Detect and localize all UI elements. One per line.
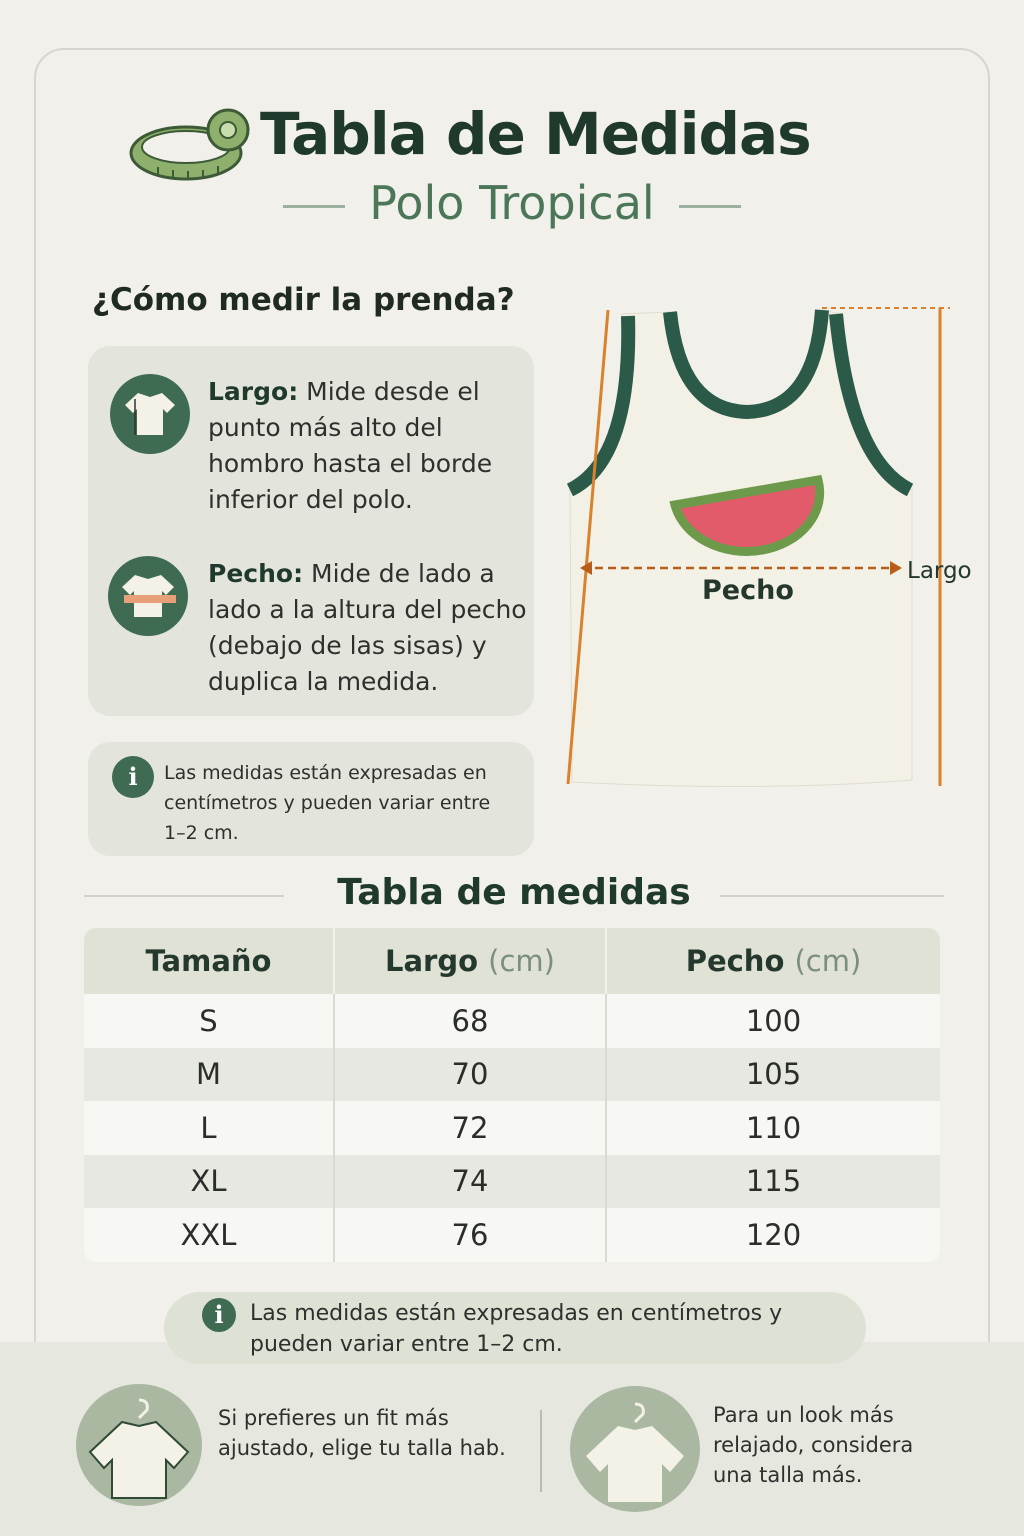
page-subtitle: Polo Tropical bbox=[0, 176, 1024, 230]
pecho-cell: 105 bbox=[606, 1048, 940, 1102]
pecho-label: Pecho bbox=[702, 575, 794, 606]
table-row bbox=[84, 1101, 940, 1155]
size-cell: M bbox=[84, 1048, 334, 1102]
divider bbox=[540, 1410, 542, 1492]
table-section-title: Tabla de medidas bbox=[84, 870, 944, 920]
tip-fitted: Si prefieres un fit más ajustado, elige tu talla hab. bbox=[218, 1406, 506, 1460]
size-cell: XXL bbox=[84, 1208, 334, 1262]
largo-cell: 76 bbox=[334, 1208, 606, 1262]
info-icon: i bbox=[202, 1298, 236, 1332]
size-cell: S bbox=[84, 994, 334, 1048]
table-row bbox=[84, 994, 940, 1048]
size-cell: L bbox=[84, 1101, 334, 1155]
largo-label: Largo bbox=[907, 558, 972, 584]
table-row bbox=[84, 1048, 940, 1102]
how-to-heading: ¿Cómo medir la prenda? bbox=[92, 282, 515, 318]
size-cell: XL bbox=[84, 1155, 334, 1209]
footer-note: Las medidas están expresadas en centímetros y pueden variar entre 1–2 cm. bbox=[250, 1301, 783, 1357]
info-icon: i bbox=[112, 756, 154, 798]
largo-cell: 74 bbox=[334, 1155, 606, 1209]
tip-relaxed: Para un look más relajado, considera una talla más. bbox=[713, 1403, 914, 1487]
header-size: Tamaño bbox=[84, 928, 334, 994]
size-table bbox=[84, 928, 940, 1262]
largo-cell: 72 bbox=[334, 1101, 606, 1155]
pecho-cell: 110 bbox=[606, 1101, 940, 1155]
hanger-shirt-icon bbox=[570, 1386, 700, 1512]
table-row bbox=[84, 1155, 940, 1209]
pecho-cell: 120 bbox=[606, 1208, 940, 1262]
header-pecho: Pecho (cm) bbox=[606, 928, 940, 994]
tshirt-length-icon bbox=[110, 374, 190, 454]
largo-instruction: Largo: Mide desde el punto más alto del hombro hasta el borde inferior del polo. bbox=[208, 377, 493, 514]
pecho-cell: 100 bbox=[606, 994, 940, 1048]
header-largo: Largo (cm) bbox=[334, 928, 606, 994]
note-text: Las medidas están expresadas en centímetros y pueden variar entre 1–2 cm. bbox=[164, 762, 491, 844]
table-row bbox=[84, 1208, 940, 1262]
hanger-shirt-icon bbox=[76, 1384, 202, 1506]
tshirt-chest-icon bbox=[108, 556, 188, 636]
tank-top-diagram bbox=[560, 300, 1000, 800]
page-title: Tabla de Medidas bbox=[260, 100, 811, 168]
largo-cell: 68 bbox=[334, 994, 606, 1048]
pecho-instruction: Pecho: Mide de lado a lado a la altura del pecho (debajo de las sisas) y duplica la medida. bbox=[208, 559, 527, 696]
largo-cell: 70 bbox=[334, 1048, 606, 1102]
pecho-cell: 115 bbox=[606, 1155, 940, 1209]
